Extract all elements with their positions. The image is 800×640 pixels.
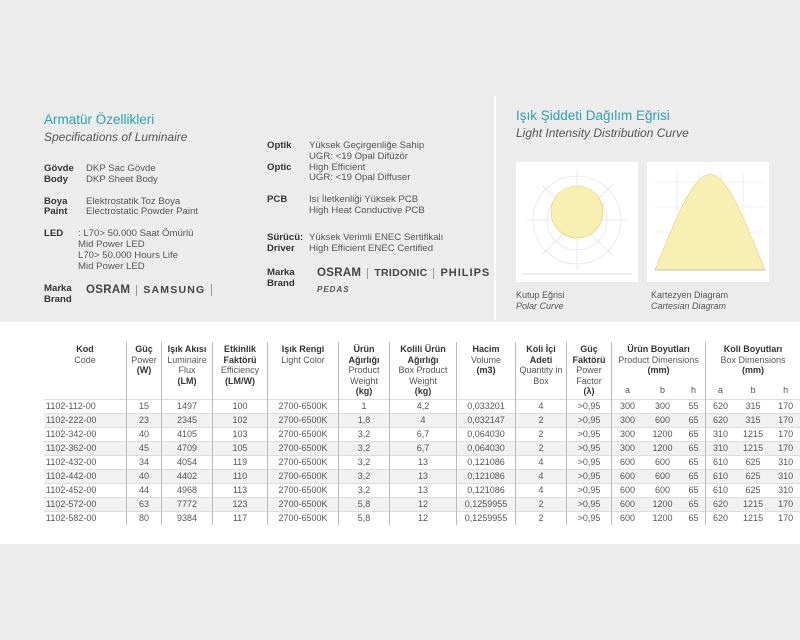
table-row xyxy=(44,399,800,413)
table-cell: 105 xyxy=(213,441,268,455)
column-header-tr: Işık Rengi xyxy=(281,344,325,354)
distribution-title: Işık Şiddeti Dağılım Eğrisi xyxy=(516,108,670,123)
table-cell: 3,2 xyxy=(339,427,390,441)
table-cell: 2 xyxy=(516,511,567,525)
column-header-tr: Güç Faktörü xyxy=(572,344,606,365)
specs-left-column xyxy=(44,112,264,308)
table-cell: 3,2 xyxy=(339,483,390,497)
dimension-subheader: h xyxy=(682,384,706,399)
column-header xyxy=(162,342,213,399)
dimension-subheader: a xyxy=(625,384,631,395)
table-cell: 1215 xyxy=(735,511,771,525)
spec-value: Yüksek Verimli ENEC Sertifikalı High Efficient ENEC Certified xyxy=(309,231,444,254)
column-header-unit: (LM/W) xyxy=(225,375,255,386)
table-cell: 4709 xyxy=(162,441,213,455)
table-cell: 3,2 xyxy=(339,455,390,469)
cartesian-diagram-chart xyxy=(647,162,769,282)
table-cell: 34 xyxy=(127,455,162,469)
table-cell: 4968 xyxy=(162,483,213,497)
column-header-en: Box Product Weight xyxy=(398,365,448,386)
brand-logos-right-2 xyxy=(311,285,356,296)
table-cell: 1102-432-00 xyxy=(44,455,127,469)
table-cell: >0,95 xyxy=(567,511,612,525)
column-header-en: Quantity in Box xyxy=(519,365,563,386)
table-cell: 0,1259955 xyxy=(457,497,516,511)
table-cell: 170 xyxy=(771,497,800,511)
spec-row-optic xyxy=(267,141,487,184)
table-cell: 600 xyxy=(643,483,682,497)
column-header xyxy=(567,342,612,399)
column-header-en: Light Color xyxy=(281,354,325,365)
spec-value: DKP Sac Gövde DKP Sheet Body xyxy=(86,163,158,185)
table-cell: 110 xyxy=(213,469,268,483)
table-cell: >0,95 xyxy=(567,441,612,455)
table-cell: 55 xyxy=(682,399,706,413)
table-cell: 610 xyxy=(705,469,734,483)
column-header-en: Product Dimensions xyxy=(618,354,699,365)
column-header-tr: Kolili Ürün Ağırlığı xyxy=(400,344,446,365)
table-cell: 1200 xyxy=(643,497,682,511)
table-cell: 65 xyxy=(682,469,706,483)
column-header-tr: Güç xyxy=(135,344,153,354)
column-header xyxy=(268,342,339,399)
table-cell: 119 xyxy=(213,455,268,469)
table-cell: 2700-6500K xyxy=(268,413,339,427)
table-cell: 103 xyxy=(213,427,268,441)
table-cell: 12 xyxy=(390,511,457,525)
dimension-subheader: a xyxy=(717,384,723,395)
table-cell: 600 xyxy=(612,497,644,511)
column-header xyxy=(612,342,706,384)
table-row xyxy=(44,413,800,427)
table-cell: 1,8 xyxy=(339,413,390,427)
table-cell: 600 xyxy=(643,455,682,469)
table-cell: 0,032147 xyxy=(457,413,516,427)
column-header-tr: Ürün Ağırlığı xyxy=(348,344,380,365)
table-cell: 310 xyxy=(705,427,734,441)
table-cell: 610 xyxy=(705,455,734,469)
table-cell: >0,95 xyxy=(567,483,612,497)
table-row xyxy=(44,483,800,497)
spec-label: Optik Optic xyxy=(267,140,292,173)
table-cell: 4 xyxy=(390,413,457,427)
table-row xyxy=(44,455,800,469)
table-cell: 4054 xyxy=(162,455,213,469)
table-cell: 7772 xyxy=(162,497,213,511)
table-cell: 102 xyxy=(213,413,268,427)
table-cell: 1 xyxy=(339,399,390,413)
spec-value: Yüksek Geçirgenliğe Sahip UGR: <19 Opal Difüzör High Efficient UGR: <19 Opal Diffuser xyxy=(309,140,425,184)
table-cell: 1102-222-00 xyxy=(44,413,127,427)
table-cell: 3,2 xyxy=(339,441,390,455)
table-cell: 4,2 xyxy=(390,399,457,413)
cartesian-caption xyxy=(651,290,728,311)
table-cell: 1200 xyxy=(643,427,682,441)
table-cell: 4402 xyxy=(162,469,213,483)
table-cell: 65 xyxy=(682,483,706,497)
table-cell: 2700-6500K xyxy=(268,483,339,497)
table-cell: 620 xyxy=(705,399,734,413)
table-cell: 2700-6500K xyxy=(268,511,339,525)
table-cell: 170 xyxy=(771,441,800,455)
table-cell: 2 xyxy=(516,427,567,441)
table-cell: 2345 xyxy=(162,413,213,427)
brand-label: Marka Brand xyxy=(267,267,295,290)
table-cell: 2700-6500K xyxy=(268,427,339,441)
column-header-en: Efficiency xyxy=(220,365,260,375)
table-body xyxy=(44,399,800,525)
brand-logos-left xyxy=(80,284,212,296)
table-cell: 1102-452-00 xyxy=(44,483,127,497)
table-cell: 315 xyxy=(735,413,771,427)
table-cell: 610 xyxy=(705,483,734,497)
table-cell: 1102-112-00 xyxy=(44,399,127,413)
cartesian-caption-en: Cartesian Diagram xyxy=(651,300,727,311)
table-cell: 625 xyxy=(735,483,771,497)
table-cell: 1215 xyxy=(735,497,771,511)
spec-label: LED xyxy=(44,228,64,240)
table-row xyxy=(44,511,800,525)
table-cell: 1215 xyxy=(735,427,771,441)
table-cell: 2700-6500K xyxy=(268,441,339,455)
column-header xyxy=(705,342,800,384)
table-cell: 170 xyxy=(771,511,800,525)
table-row xyxy=(44,469,800,483)
table-row xyxy=(44,497,800,511)
table-cell: 600 xyxy=(643,469,682,483)
spec-row-pcb xyxy=(267,195,487,217)
spec-value: Isı İletkenliği Yüksek PCB High Heat Conductive PCB xyxy=(309,194,425,216)
column-header-unit: (mm) xyxy=(647,365,670,375)
table-cell: 45 xyxy=(127,441,162,455)
polar-caption-tr: Kutup Eğrisi xyxy=(516,290,565,300)
table-cell: >0,95 xyxy=(567,469,612,483)
table-cell: 6,7 xyxy=(390,441,457,455)
table-cell: 620 xyxy=(705,497,734,511)
table-cell: 0,033201 xyxy=(457,399,516,413)
table-cell: 65 xyxy=(682,427,706,441)
pedas-logo: PEDAS xyxy=(317,285,350,295)
table-cell: 0,1259955 xyxy=(457,511,516,525)
specs-right-column xyxy=(267,140,491,300)
spec-label: PCB xyxy=(267,194,288,206)
panel-divider xyxy=(494,96,496,320)
table-cell: 1215 xyxy=(735,441,771,455)
table-cell: 0,064030 xyxy=(457,441,516,455)
spec-value: : L70> 50.000 Saat Ömürlü Mid Power LED L70> 50.000 Hours Life Mid Power LED xyxy=(78,228,194,272)
table-cell: 65 xyxy=(682,455,706,469)
table-cell: 1102-572-00 xyxy=(44,497,127,511)
column-header xyxy=(516,342,567,399)
table-cell: 170 xyxy=(771,399,800,413)
osram-logo: OSRAM xyxy=(86,283,131,296)
table-cell: 600 xyxy=(643,413,682,427)
column-header xyxy=(213,342,268,399)
table-cell: 0,121086 xyxy=(457,455,516,469)
spec-value: Elektrostatik Toz Boya Electrostatic Powder Paint xyxy=(86,195,198,218)
product-table-section xyxy=(0,322,800,544)
spec-row-brand-left xyxy=(44,284,264,308)
samsung-logo: SAMSUNG xyxy=(136,285,211,296)
table-cell: 40 xyxy=(127,427,162,441)
column-header-en: Luminaire Flux xyxy=(167,354,207,375)
table-cell: 12 xyxy=(390,497,457,511)
column-header-en: Power Factor xyxy=(576,365,602,386)
column-header-tr: Koli Boyutları xyxy=(723,344,783,354)
cartesian-curve-shape xyxy=(655,174,765,270)
table-cell: 123 xyxy=(213,497,268,511)
table-cell: 170 xyxy=(771,413,800,427)
table-cell: 4 xyxy=(516,455,567,469)
table-cell: 2700-6500K xyxy=(268,399,339,413)
table-cell: >0,95 xyxy=(567,455,612,469)
table-cell: 40 xyxy=(127,469,162,483)
column-header-en: Product Weight xyxy=(348,365,380,386)
table-cell: 1200 xyxy=(643,441,682,455)
table-cell: 625 xyxy=(735,455,771,469)
column-header-en: Code xyxy=(74,354,96,365)
polar-curve-chart xyxy=(516,162,638,282)
column-header xyxy=(339,342,390,399)
column-header-unit: (kg) xyxy=(414,386,432,396)
specs-title: Armatür Özellikleri xyxy=(44,112,155,127)
table-cell: 13 xyxy=(390,483,457,497)
table-cell: 4 xyxy=(516,399,567,413)
table-cell: 0,064030 xyxy=(457,427,516,441)
polar-curve-svg xyxy=(516,162,638,282)
table-cell: 0,121086 xyxy=(457,483,516,497)
table-cell: 1102-582-00 xyxy=(44,511,127,525)
table-cell: 6,7 xyxy=(390,427,457,441)
spec-label: Boya Paint xyxy=(44,195,68,218)
table-cell: 310 xyxy=(771,455,800,469)
column-header-tr: Koli İçi Adeti xyxy=(526,344,556,365)
logo-divider xyxy=(211,284,212,296)
table-cell: 620 xyxy=(705,511,734,525)
table-cell: 44 xyxy=(127,483,162,497)
column-header-tr: Hacim xyxy=(472,344,500,354)
column-header-unit: (m3) xyxy=(476,365,496,375)
spec-label: Gövde Body xyxy=(44,163,74,185)
table-cell: 600 xyxy=(612,483,644,497)
table-cell: 1497 xyxy=(162,399,213,413)
cartesian-diagram-svg xyxy=(647,162,769,282)
table-cell: 300 xyxy=(612,441,644,455)
table-cell: 600 xyxy=(612,469,644,483)
table-cell: 65 xyxy=(682,413,706,427)
polar-caption xyxy=(516,290,565,311)
column-header-en: Box Dimensions xyxy=(720,354,786,365)
table-cell: 15 xyxy=(127,399,162,413)
column-header-tr: Ürün Boyutları xyxy=(627,344,690,354)
table-cell: 1102-362-00 xyxy=(44,441,127,455)
tridonic-logo: TRIDONIC xyxy=(367,268,433,279)
spec-row-paint xyxy=(44,197,264,219)
table-header-row xyxy=(44,342,800,384)
spec-row-brand-right xyxy=(267,267,491,300)
product-table xyxy=(44,342,800,525)
table-cell: 23 xyxy=(127,413,162,427)
table-cell: 63 xyxy=(127,497,162,511)
column-header-unit: (mm) xyxy=(741,365,764,375)
dimension-subheader: b xyxy=(660,384,666,395)
dimension-subheader: h xyxy=(783,384,789,395)
table-cell: 2 xyxy=(516,413,567,427)
osram-logo: OSRAM xyxy=(317,267,362,280)
table-cell: >0,95 xyxy=(567,497,612,511)
table-cell: 2 xyxy=(516,497,567,511)
column-header-unit: (λ) xyxy=(583,386,595,396)
table-cell: 2700-6500K xyxy=(268,469,339,483)
column-header xyxy=(127,342,162,399)
table-cell: 1102-342-00 xyxy=(44,427,127,441)
table-row xyxy=(44,427,800,441)
table-cell: >0,95 xyxy=(567,413,612,427)
column-header xyxy=(390,342,457,399)
table-cell: 2700-6500K xyxy=(268,455,339,469)
column-header-tr: Işık Akısı xyxy=(167,344,207,354)
table-cell: 4 xyxy=(516,469,567,483)
spec-row-driver xyxy=(267,233,487,255)
table-cell: 300 xyxy=(643,399,682,413)
column-header-tr: Etkinlik Faktörü xyxy=(223,344,257,365)
table-cell: 620 xyxy=(705,413,734,427)
table-cell: 65 xyxy=(682,511,706,525)
table-cell: 300 xyxy=(612,399,644,413)
specifications-panel xyxy=(32,96,490,320)
table-cell: 113 xyxy=(213,483,268,497)
spec-label: Sürücü: Driver xyxy=(267,231,304,254)
specs-subtitle: Specifications of Luminaire xyxy=(44,130,188,144)
column-header-en: Volume xyxy=(470,354,502,365)
table-cell: 117 xyxy=(213,511,268,525)
dimension-subheader: b xyxy=(750,384,756,395)
table-cell: 0,121086 xyxy=(457,469,516,483)
table-cell: 315 xyxy=(735,399,771,413)
table-cell: 65 xyxy=(682,441,706,455)
table-cell: 4 xyxy=(516,483,567,497)
table-cell: 100 xyxy=(213,399,268,413)
table-cell: 625 xyxy=(735,469,771,483)
table-cell: >0,95 xyxy=(567,427,612,441)
table-cell: 13 xyxy=(390,469,457,483)
table-cell: 5,8 xyxy=(339,497,390,511)
polar-curve-shape xyxy=(551,186,603,238)
column-header xyxy=(457,342,516,399)
table-cell: 4105 xyxy=(162,427,213,441)
brand-logos-right xyxy=(311,268,496,279)
table-cell: 300 xyxy=(612,427,644,441)
table-cell: 1102-442-00 xyxy=(44,469,127,483)
column-header-en: Power xyxy=(131,354,157,365)
polar-caption-en: Polar Curve xyxy=(516,300,564,311)
table-cell: 2 xyxy=(516,441,567,455)
table-row xyxy=(44,441,800,455)
table-cell: 5,8 xyxy=(339,511,390,525)
column-header-unit: (W) xyxy=(136,365,152,375)
table-cell: 600 xyxy=(612,511,644,525)
table-cell: 310 xyxy=(771,469,800,483)
table-cell: 80 xyxy=(127,511,162,525)
table-cell: 300 xyxy=(612,413,644,427)
table-cell: 600 xyxy=(612,455,644,469)
distribution-panel xyxy=(516,108,786,318)
brand-label: Marka Brand xyxy=(44,283,72,306)
table-cell: 65 xyxy=(682,497,706,511)
table-cell: 310 xyxy=(771,483,800,497)
distribution-subtitle: Light Intensity Distribution Curve xyxy=(516,126,689,140)
table-cell: 310 xyxy=(705,441,734,455)
table-cell: 170 xyxy=(771,427,800,441)
table-cell: 1200 xyxy=(643,511,682,525)
column-header-unit: (kg) xyxy=(355,386,373,396)
table-cell: 13 xyxy=(390,455,457,469)
table-cell: 3,2 xyxy=(339,469,390,483)
spec-row-led xyxy=(44,229,264,272)
column-header xyxy=(44,342,127,399)
table-cell: >0,95 xyxy=(567,399,612,413)
philips-logo: PHILIPS xyxy=(433,268,496,279)
column-header-tr: Kod xyxy=(76,344,94,354)
spec-row-body xyxy=(44,164,264,186)
cartesian-caption-tr: Kartezyen Diagram xyxy=(651,290,729,300)
table-cell: 9384 xyxy=(162,511,213,525)
table-cell: 2700-6500K xyxy=(268,497,339,511)
column-header-unit: (LM) xyxy=(177,375,197,386)
